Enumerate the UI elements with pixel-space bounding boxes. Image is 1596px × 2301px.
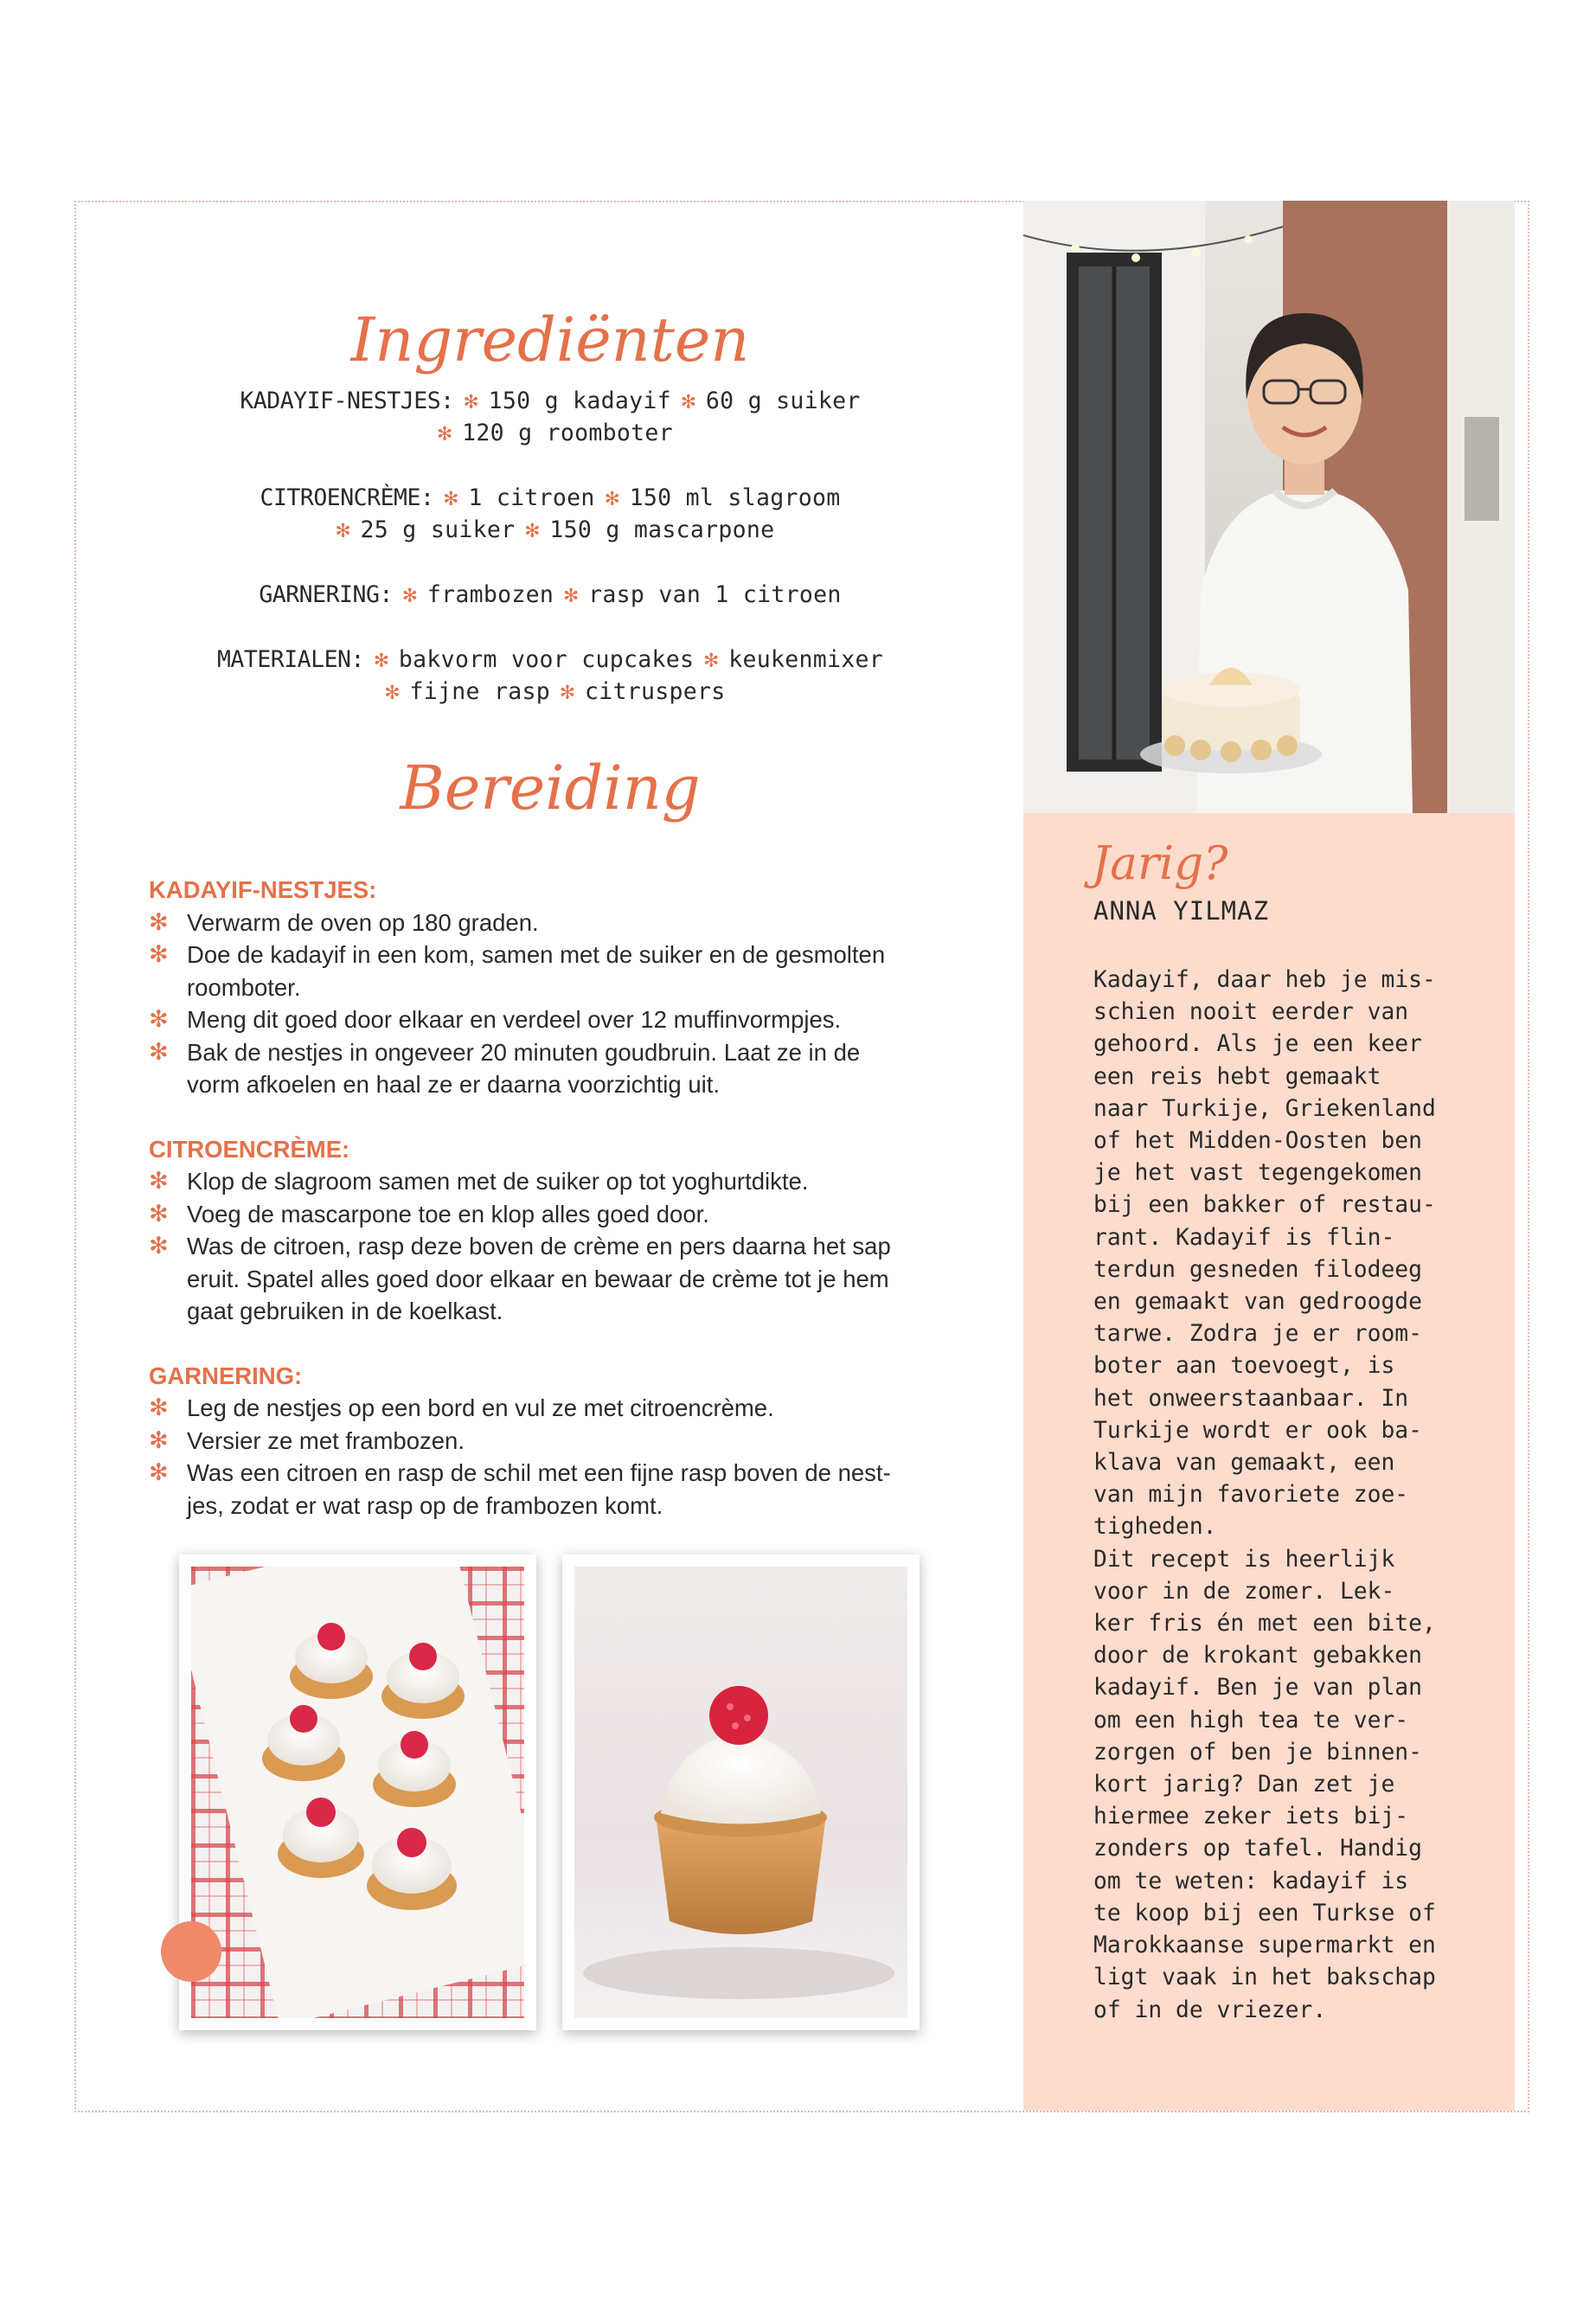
ingredient-group — [74, 579, 1026, 611]
step-item — [149, 1165, 927, 1198]
ingredient-group-label: GARNERING: — [259, 581, 393, 608]
asterisk-icon: ✻ — [149, 1394, 169, 1420]
story-line: door de krokant gebakken — [1093, 1643, 1422, 1670]
story-line: zonders op tafel. Handig — [1093, 1836, 1422, 1862]
asterisk-icon: ✻ — [681, 388, 695, 414]
step-text-line: roomboter. — [187, 973, 301, 1001]
ingredient-item: 60 g suiker — [705, 388, 861, 414]
step-item — [149, 939, 927, 1003]
story-line: het onweerstaanbaar. In — [1093, 1385, 1409, 1412]
ingredient-group-label: KADAYIF-NESTJES: — [240, 388, 454, 414]
photo-single-cupcake — [562, 1554, 920, 2030]
asterisk-icon: ✻ — [438, 420, 452, 446]
step-text-line: Was een citroen en rasp de schil met een fijne rasp boven de nest- — [187, 1459, 891, 1486]
asterisk-icon: ✻ — [464, 388, 478, 414]
step-list — [149, 1392, 927, 1522]
step-item — [149, 1457, 927, 1522]
asterisk-icon: ✻ — [149, 1426, 169, 1453]
story-line: terdun gesneden filodeeg — [1093, 1256, 1422, 1283]
ingredient-item: rasp van 1 citroen — [588, 581, 842, 608]
asterisk-icon: ✻ — [385, 678, 400, 705]
ingredient-item: bakvorm voor cupcakes — [398, 646, 695, 673]
story-line: en gemaakt van gedroogde — [1093, 1289, 1422, 1316]
ingredient-line — [74, 417, 1026, 449]
photo-cupcakes-plate — [179, 1554, 536, 2030]
story-line: je het vast tegengekomen — [1093, 1160, 1422, 1187]
asterisk-icon: ✻ — [149, 941, 169, 967]
ingredient-line — [74, 644, 1026, 676]
step-text-line: Meng dit goed door elkaar en verdeel over 12 muffinvormpjes. — [187, 1006, 842, 1033]
story-line: hiermee zeker iets bij- — [1093, 1804, 1409, 1830]
story-line: zorgen of ben je binnen- — [1093, 1739, 1422, 1766]
step-text-line: Doe de kadayif in een kom, samen met de suiker en de gesmolten — [187, 941, 886, 968]
story-line: van mijn favoriete zoe- — [1093, 1482, 1409, 1509]
step-text-line: eruit. Spatel alles goed door elkaar en bewaar de crème tot je hem — [187, 1265, 889, 1292]
asterisk-icon: ✻ — [149, 1038, 169, 1065]
sidebar-story — [1093, 965, 1509, 2027]
story-line: een reis hebt gemaakt — [1093, 1063, 1381, 1090]
story-line: bij een bakker of restau- — [1093, 1192, 1436, 1219]
story-line: boter aan toevoegt, is — [1093, 1353, 1395, 1380]
step-text-line: Voeg de mascarpone toe en klop alles goed door. — [187, 1200, 709, 1227]
asterisk-icon: ✻ — [336, 516, 350, 543]
ingredient-item: frambozen — [426, 581, 554, 608]
step-item — [149, 1392, 927, 1425]
ingredient-group-label: CITROENCRÈME: — [260, 484, 434, 511]
story-line: Marokkaanse supermarkt en — [1093, 1932, 1436, 1959]
step-item — [149, 1230, 927, 1328]
step-section — [149, 1360, 927, 1522]
story-line: om te weten: kadayif is — [1093, 1868, 1409, 1894]
ingredient-item: citruspers — [584, 678, 726, 705]
sidebar-heading: Jarig? — [1092, 837, 1228, 890]
story-line: rant. Kadayif is flin- — [1093, 1224, 1395, 1251]
asterisk-icon: ✻ — [402, 581, 417, 608]
ingredients-heading: Ingrediënten — [350, 304, 750, 375]
story-line: schien nooit eerder van — [1093, 999, 1409, 1026]
author-name: ANNA YILMAZ — [1093, 896, 1270, 926]
ingredient-line — [74, 514, 1026, 546]
preparation-steps — [149, 874, 927, 1554]
ingredient-group — [74, 482, 1026, 546]
ingredient-item: 1 citroen — [468, 484, 595, 511]
ingredients-list — [74, 385, 1026, 740]
ingredient-item: 150 g kadayif — [488, 388, 671, 414]
step-text-line: gaat gebruiken in de koelkast. — [187, 1298, 503, 1324]
story-line: te koop bij een Turkse of — [1093, 1900, 1436, 1926]
ingredient-line — [74, 385, 1026, 417]
step-section-title: CITROENCRÈME: — [149, 1135, 350, 1163]
ingredient-item: 150 ml slagroom — [629, 484, 841, 511]
story-line: gehoord. Als je een keer — [1093, 1031, 1422, 1058]
story-line: voor in de zomer. Lek- — [1093, 1578, 1395, 1605]
step-text-line: Was de citroen, rasp deze boven de crème en pers daarna het sap — [187, 1233, 891, 1259]
ingredient-line — [74, 482, 1026, 514]
asterisk-icon: ✻ — [149, 908, 169, 935]
asterisk-icon: ✻ — [444, 484, 458, 511]
asterisk-icon: ✻ — [149, 1200, 169, 1227]
step-item — [149, 1425, 927, 1458]
step-text-line: vorm afkoelen en haal ze er daarna voorzichtig uit. — [187, 1071, 721, 1098]
story-line: ligt vaak in het bakschap — [1093, 1965, 1436, 1991]
story-line: of het Midden-Oosten ben — [1093, 1128, 1422, 1155]
story-line: naar Turkije, Griekenland — [1093, 1095, 1436, 1122]
step-item — [149, 1036, 927, 1101]
step-text-line: Verwarm de oven op 180 graden. — [187, 908, 539, 936]
asterisk-icon: ✻ — [704, 646, 719, 673]
step-text-line: Bak de nestjes in ongeveer 20 minuten goudbruin. Laat ze in de — [187, 1038, 861, 1066]
step-text-line: Versier ze met frambozen. — [187, 1426, 465, 1454]
ingredient-item: 25 g suiker — [360, 516, 516, 543]
step-list — [149, 907, 927, 1101]
story-line: Turkije wordt er ook ba- — [1093, 1417, 1422, 1444]
ingredient-item: 150 g mascarpone — [549, 516, 775, 543]
step-item — [149, 1003, 927, 1036]
ingredient-line — [74, 676, 1026, 708]
ingredient-group — [74, 644, 1026, 708]
story-line: kadayif. Ben je van plan — [1093, 1675, 1422, 1702]
story-line: tarwe. Zodra je er room- — [1093, 1321, 1422, 1348]
step-text-line: jes, zodat er wat rasp op de frambozen komt. — [187, 1491, 663, 1519]
ingredient-item: 120 g roomboter — [462, 420, 673, 446]
asterisk-icon: ✻ — [561, 678, 574, 705]
story-line: tigheden. — [1093, 1514, 1217, 1541]
step-text-line: Klop de slagroom samen met de suiker op tot yoghurtdikte. — [187, 1168, 809, 1195]
step-section-title: GARNERING: — [149, 1362, 303, 1389]
ingredient-item: keukenmixer — [728, 646, 884, 673]
story-line: Kadayif, daar heb je mis- — [1093, 967, 1436, 993]
story-line: Dit recept is heerlijk — [1093, 1546, 1395, 1573]
page-dot — [161, 1921, 221, 1982]
step-text-line: Leg de nestjes op een bord en vul ze met citroencrème. — [187, 1394, 774, 1421]
story-line: of in de vriezer. — [1093, 1997, 1327, 2023]
asterisk-icon: ✻ — [149, 1168, 169, 1194]
story-line: kort jarig? Dan zet je — [1093, 1772, 1395, 1798]
story-line: klava van gemaakt, een — [1093, 1450, 1395, 1477]
asterisk-icon: ✻ — [525, 516, 540, 543]
asterisk-icon: ✻ — [605, 484, 619, 511]
step-list — [149, 1165, 927, 1328]
preparation-heading: Bereiding — [400, 753, 701, 824]
asterisk-icon: ✻ — [149, 1006, 169, 1032]
asterisk-icon: ✻ — [149, 1459, 169, 1485]
story-line: ker fris én met een bite, — [1093, 1611, 1436, 1638]
asterisk-icon: ✻ — [564, 581, 579, 608]
ingredient-item: fijne rasp — [409, 678, 550, 705]
story-line: om een high tea te ver- — [1093, 1707, 1409, 1734]
step-section — [149, 1133, 927, 1328]
portrait-photo — [1023, 201, 1515, 813]
ingredient-group-label: MATERIALEN: — [216, 646, 364, 673]
step-item — [149, 907, 927, 939]
asterisk-icon: ✻ — [149, 1233, 169, 1259]
step-item — [149, 1198, 927, 1231]
step-section — [149, 874, 927, 1101]
ingredient-line — [74, 579, 1026, 611]
asterisk-icon: ✻ — [374, 646, 388, 673]
ingredient-group — [74, 385, 1026, 449]
step-section-title: KADAYIF-NESTJES: — [149, 876, 377, 903]
